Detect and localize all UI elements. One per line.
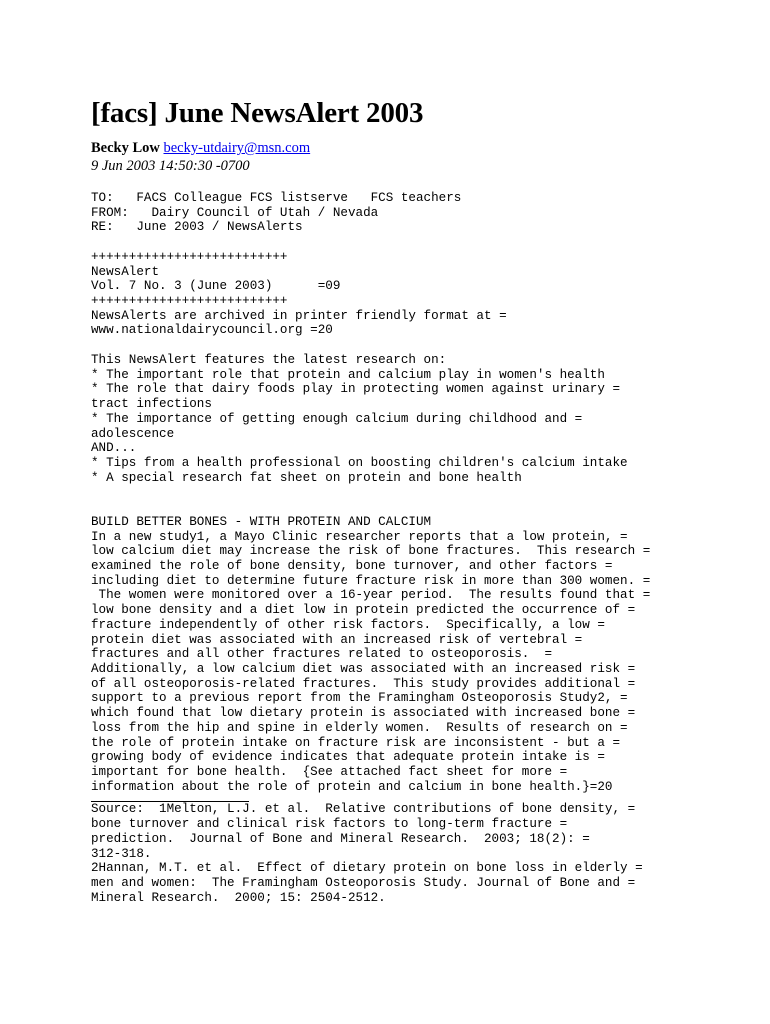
features-list: This NewsAlert features the latest research on: * The important role that protein and calcium play in women's health * The role that dairy foods play in protecting women against urinary = tract infections * The importance of getting enough calcium during childhood and = adolescence AND... * Tips from a health professional on boosting children's calcium intake * A special research fat sheet on protein and bone health bbox=[91, 352, 628, 485]
message-page bbox=[91, 96, 751, 906]
message-date: 9 Jun 2003 14:50:30 -0700 bbox=[91, 158, 250, 174]
article-body: BUILD BETTER BONES - WITH PROTEIN AND CALCIUM In a new study1, a Mayo Clinic researcher reports that a low protein, = low calcium diet may increase the risk of bone fractures. This research = examined the role of bone density, bone turnover, and other factors = including diet to determine future fracture risk in more than 300 women. = The women were monitored over a 16-year period. The results found that = low bone density and a diet low in protein predicted the occurrence of = fracture independently of other risk factors. Specifically, a low = protein diet was associated with an increased risk of vertebral = fractures and all other fractures related to osteoporosis. = Additionally, a low calcium diet was associated with an increased risk = of all osteoporosis-related fractures. This study provides additional = support to a previous report from the Framingham Osteoporosis Study2, = which found that low dietary protein is associated with increased bone = loss from the hip and spine in elderly women. Results of research on = the role of protein intake on fracture risk are inconsistent - but a = growing body of evidence indicates that adequate protein intake is = important for bone health. {See attached fact sheet for more = information about the role of protein and calcium in bone health.}=20 bbox=[91, 514, 651, 794]
message-title: [facs] June NewsAlert 2003 bbox=[91, 97, 424, 129]
newsalert-banner: ++++++++++++++++++++++++++ NewsAlert Vol. 7 No. 3 (June 2003) =09 ++++++++++++++++++++++++++ NewsAlerts are archived in printer friendly format at = www.nationaldairycouncil.org =20 bbox=[91, 249, 507, 338]
author-email-link[interactable]: becky-utdairy@msn.com bbox=[163, 140, 311, 156]
sources-footnotes: Source: 1Melton, L.J. et al. Relative contributions of bone density, = bone turnover and clinical risk factors to long-term fracture = prediction. Journal of Bone and Mineral Research. 2003; 18(2): = 312-318. 2Hannan, M.T. et al. Effect of dietary protein on bone loss in elderly = men and women: The Framingham Osteoporosis Study. Journal of Bone and = Mineral Research. 2000; 15: 2504-2512. bbox=[91, 802, 643, 905]
author-name: Becky Low bbox=[91, 140, 160, 156]
message-author-line bbox=[91, 139, 751, 157]
memo-headers: TO: FACS Colleague FCS listserve FCS teachers FROM: Dairy Council of Utah / Nevada RE: June 2003 / NewsAlerts bbox=[91, 191, 462, 235]
